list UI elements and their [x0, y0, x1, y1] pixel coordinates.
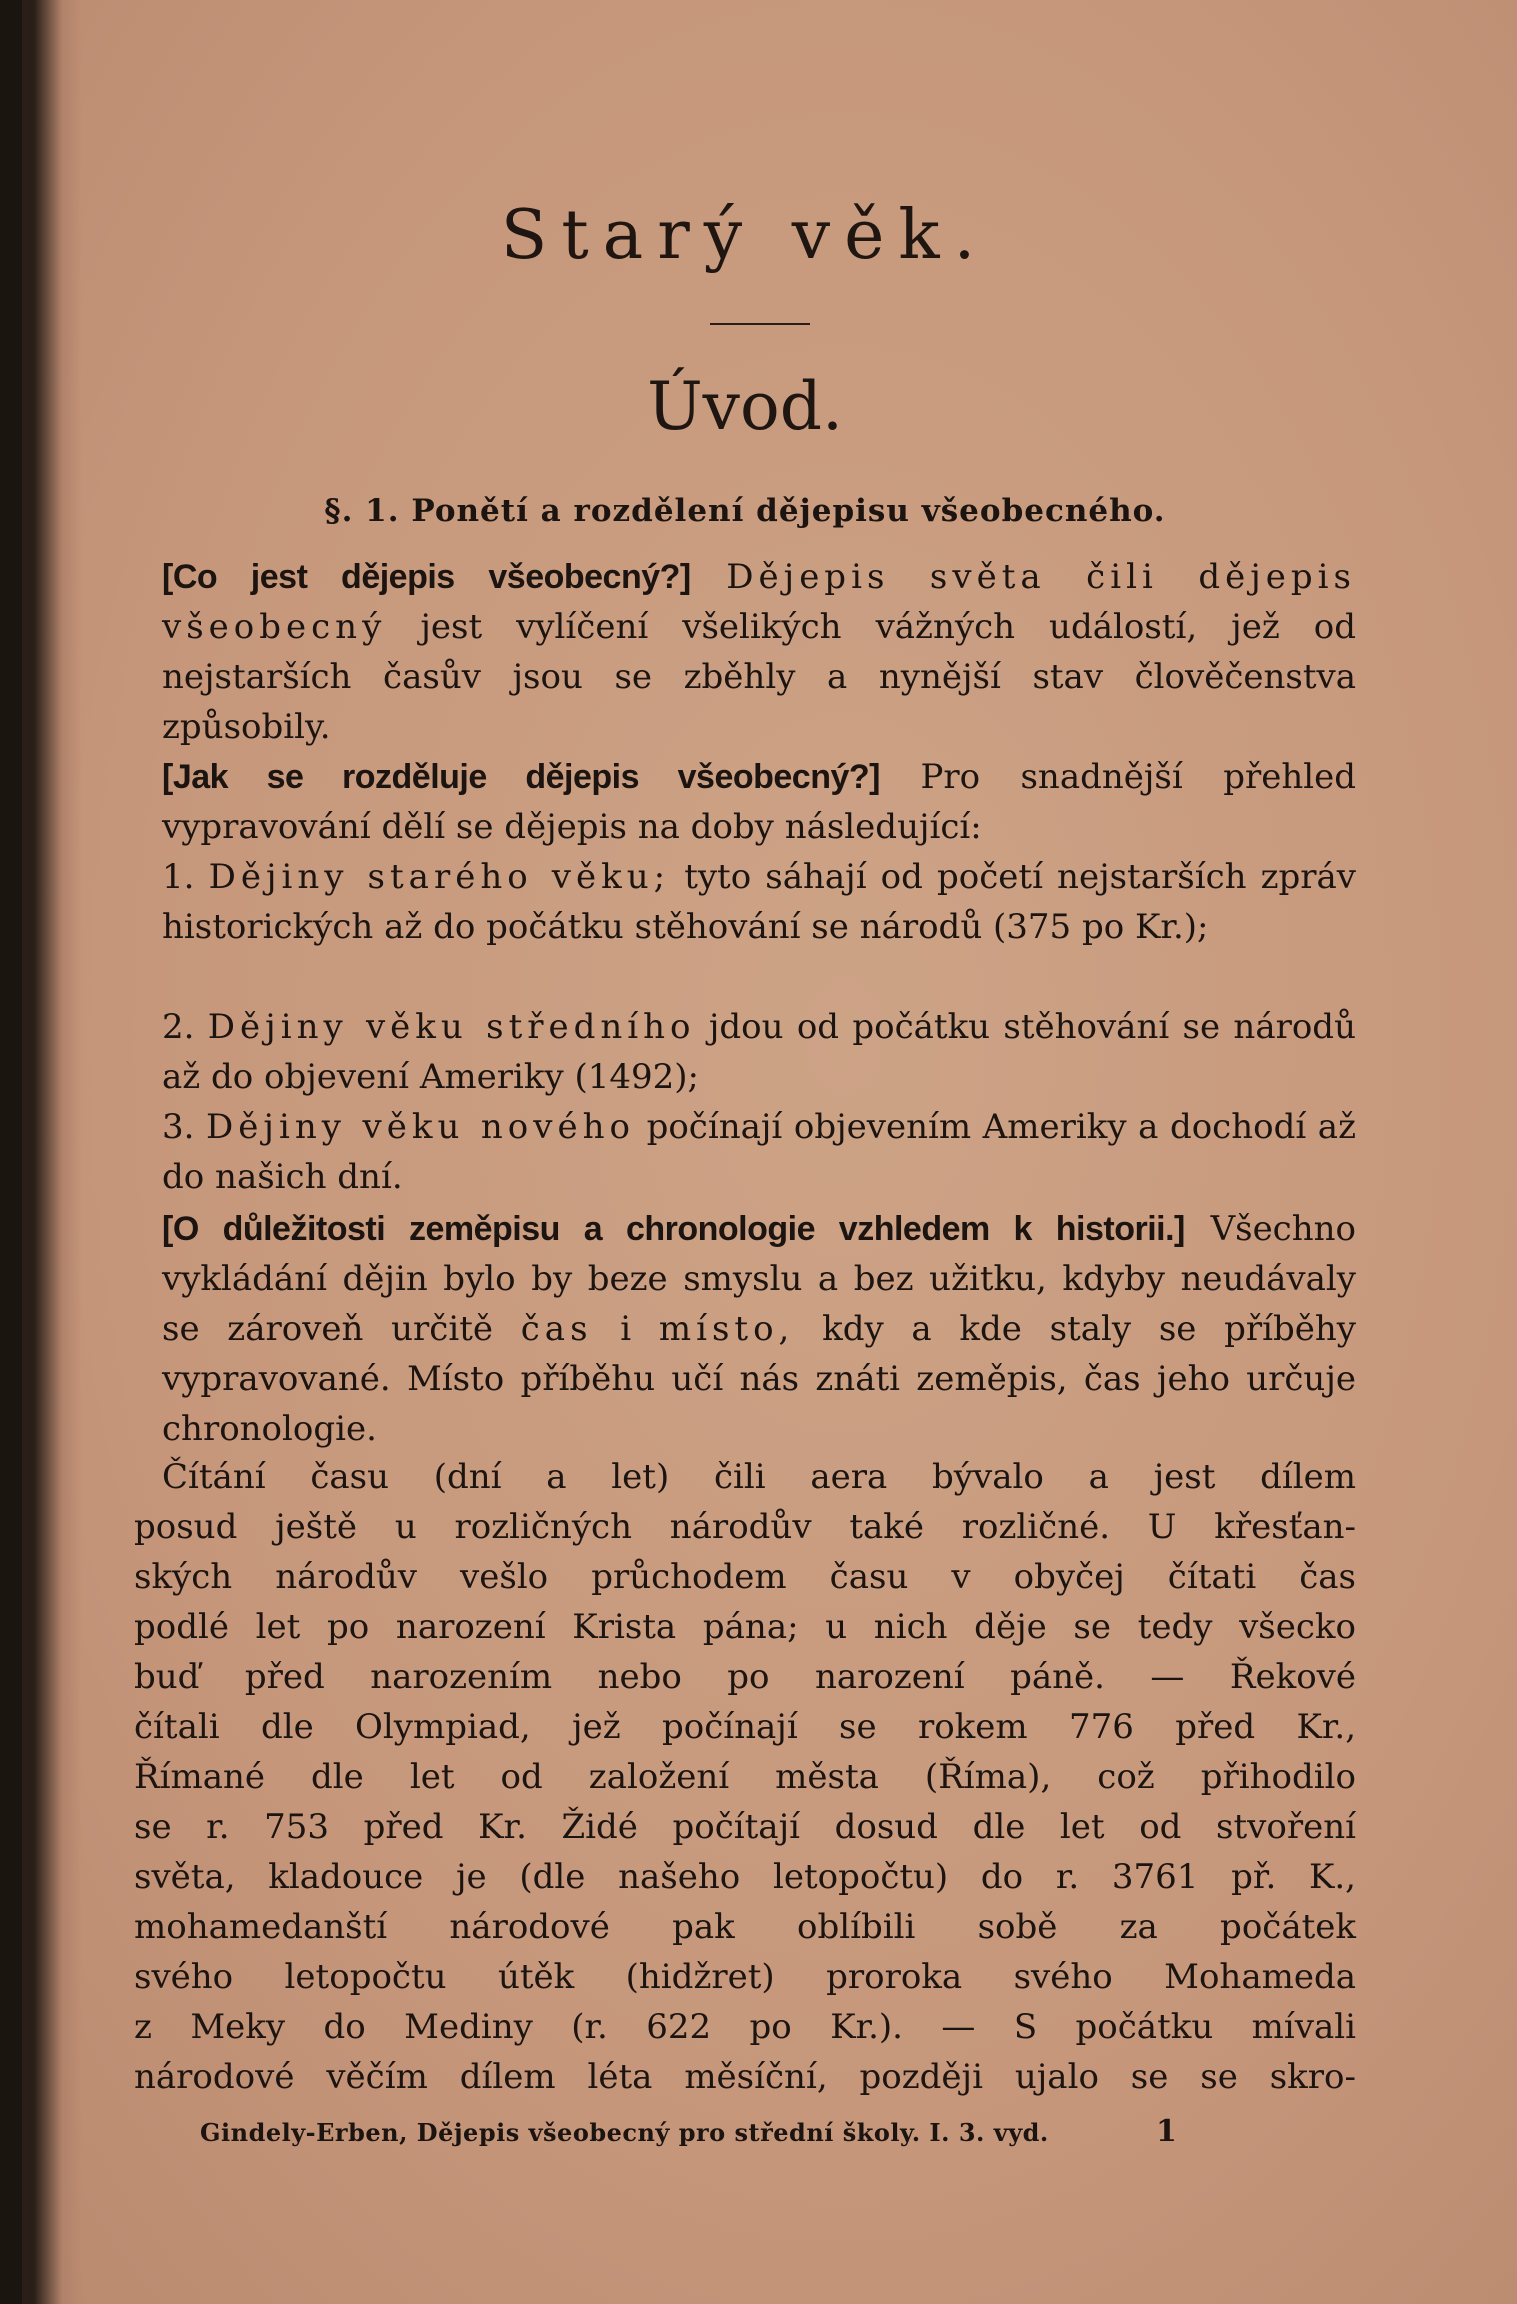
page-title: Starý věk. [500, 196, 990, 275]
list-number: 1. [162, 857, 195, 897]
text-line: se r. 753 před Kr. Židé počítají dosud dle let od stvoření [134, 1807, 1356, 1847]
page-footer: Gindely-Erben, Dějepis všeobecný pro střední školy. I. 3. vyd. [200, 2118, 1049, 2147]
text-line: světa, kladouce je (dle našeho letopočtu) do r. 3761 př. K., [134, 1857, 1356, 1897]
section-heading: §. 1. Ponětí a rozdělení dějepisu všeobecného. [324, 493, 1166, 529]
paragraph-text: Pro snadnější přehled vypravování dělí se dějepis na doby následující: [162, 757, 1356, 847]
text-line: buď před narozením nebo po narození páně. — Řekové [134, 1657, 1356, 1697]
spaced-term: Dějiny věku středního [207, 1007, 696, 1047]
page-gutter [22, 0, 82, 2304]
paragraph-text: kdy a kde staly se příběhy vypravované. Místo příběhu učí nás znáti zeměpis, čas jeho určuje chronologie. [162, 1309, 1356, 1449]
spaced-term: Dějiny starého věku; [208, 857, 671, 897]
spaced-term: místo, [658, 1309, 795, 1349]
text-line: svého letopočtu útěk (hidžret) proroka svého Mohameda [134, 1957, 1356, 1997]
spaced-term: Dějepis světa čili dějepis všeobecný [162, 557, 1356, 647]
text-line: mohamedanští národové pak oblíbili sobě za počátek [134, 1907, 1356, 1947]
text-line: z Meky do Mediny (r. 622 po Kr.). — S počátku mívali [134, 2007, 1356, 2047]
text-line: národové věčím dílem léta měsíční, později ujalo se se skro- [134, 2057, 1356, 2097]
paragraph-division [162, 752, 1356, 852]
book-page [22, 0, 1517, 2304]
list-number: 3. [162, 1107, 195, 1147]
joiner-word: i [620, 1309, 632, 1349]
page-subtitle: Úvod. [647, 368, 843, 445]
list-item [162, 1102, 1356, 1202]
paragraph-text: tyto sáhají od početí nejstarších zpráv historických až do počátku stěhování se národů (375 po Kr.); [162, 857, 1357, 947]
margin-question: [O důležitosti zeměpisu a chronologie vzhledem k historii.] [162, 1210, 1185, 1248]
list-item [162, 852, 1356, 952]
page-number: 1 [1156, 2114, 1177, 2149]
spaced-term: čas [520, 1309, 593, 1349]
margin-question: [Jak se rozděluje dějepis všeobecný?] [162, 758, 880, 796]
text-line: Římané dle let od založení města (Říma), což přihodilo [134, 1757, 1356, 1797]
margin-question: [Co jest dějepis všeobecný?] [162, 558, 691, 596]
text-line: podlé let po narození Krista pána; u nich děje se tedy všecko [134, 1607, 1356, 1647]
paragraph-definition [162, 552, 1356, 752]
paragraph-text: jest vylíčení všelikých vážných událostí, jež od nejstarších časův jsou se zběhly a nynější stav člověčenstva způsobily. [162, 607, 1357, 747]
text-line: čítali dle Olympiad, jež počínají se rokem 776 před Kr., [134, 1707, 1356, 1747]
paragraph-text: Všechno vykládání dějin bylo by beze smyslu a bez užitku, kdyby neudávaly se zároveň určitě [162, 1209, 1356, 1349]
spaced-term: Dějiny věku nového [206, 1107, 635, 1147]
text-line: posud ještě u rozličných národův také rozličné. U křesťan- [134, 1507, 1356, 1547]
list-item [162, 1002, 1356, 1102]
paragraph-eras [134, 1452, 1356, 2102]
paragraph-text: jdou od počátku stěhování se národů až do objevení Ameriky (1492); [162, 1007, 1356, 1097]
paragraph-text: počínají objevením Ameriky a dochodí až do našich dní. [162, 1107, 1356, 1197]
text-line: ských národův vešlo průchodem času v obyčej čítati čas [134, 1557, 1356, 1597]
list-number: 2. [162, 1007, 195, 1047]
text-line: Čítání času (dní a let) čili aera bývalo a jest dílem [162, 1457, 1356, 1497]
title-divider [710, 323, 810, 325]
paragraph-geography [162, 1204, 1356, 1454]
